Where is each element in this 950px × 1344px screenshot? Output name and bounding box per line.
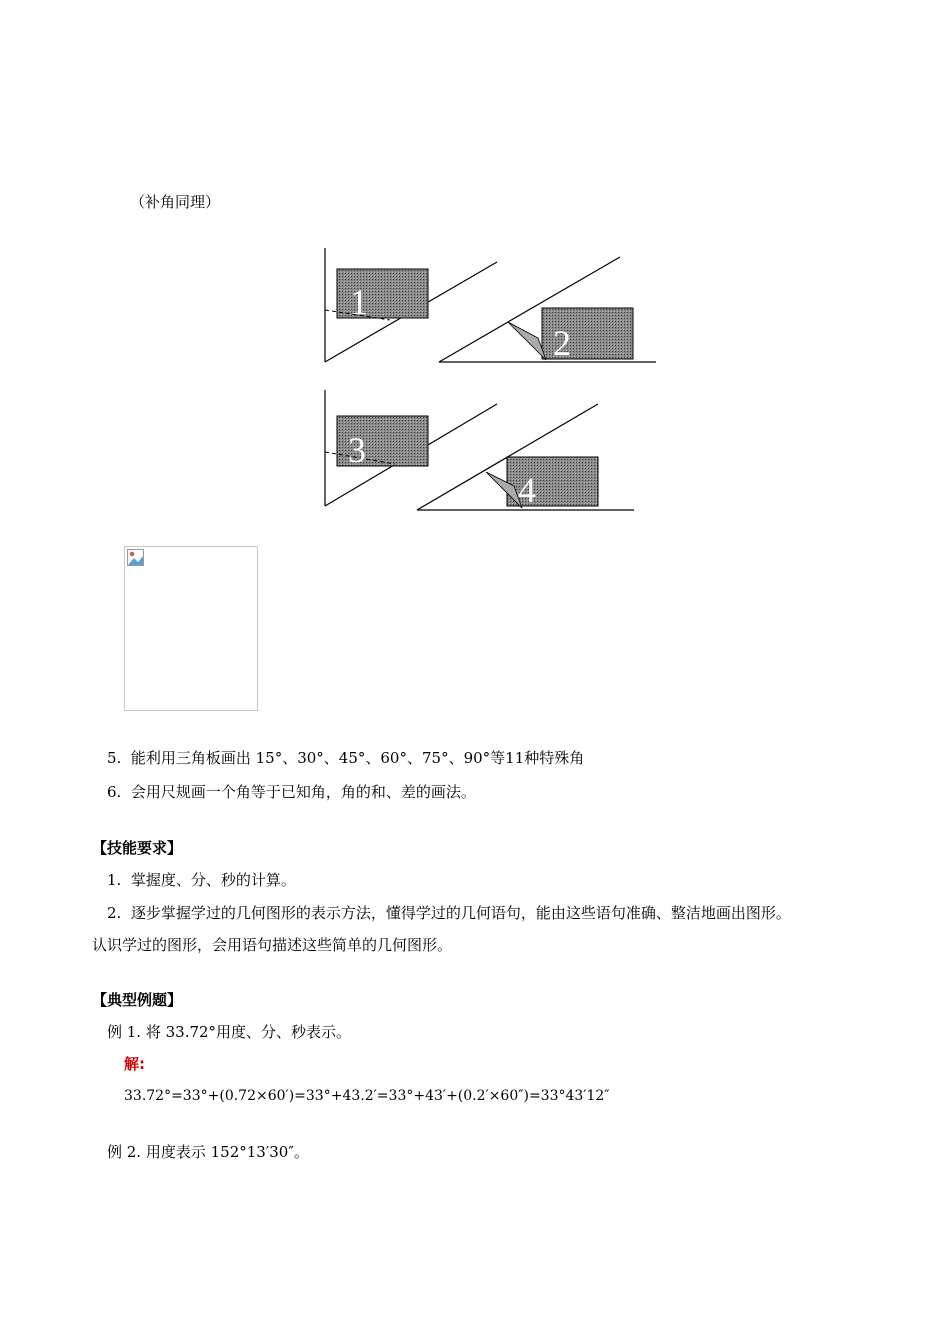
example-1-solution: 33.72°=33°+(0.72×60′)=33°+43.2′=33°+43′+(0.2′×60″)=33°43′12″ bbox=[124, 1088, 610, 1104]
skills-item-1: 1. 掌握度、分、秒的计算。 bbox=[107, 871, 296, 889]
broken-image-icon bbox=[127, 549, 144, 566]
broken-image-placeholder bbox=[124, 546, 258, 711]
example-2: 例 2. 用度表示 152°13′30″。 bbox=[107, 1143, 309, 1161]
examples-heading: 【典型例题】 bbox=[92, 991, 183, 1009]
skills-item-2: 2. 逐步掌握学过的几何图形的表示方法，懂得学过的几何语句，能由这些语句准确、整洁地画出图形。 bbox=[107, 904, 791, 922]
list-item-6: 6. 会用尺规画一个角等于已知角，角的和、差的画法。 bbox=[107, 783, 476, 801]
figure-1 bbox=[325, 248, 497, 362]
example-1: 例 1. 将 33.72°用度、分、秒表示。 bbox=[107, 1023, 352, 1041]
note-text: （补角同理） bbox=[130, 193, 221, 211]
figure-4 bbox=[417, 404, 634, 510]
skills-heading: 【技能要求】 bbox=[92, 839, 183, 857]
figure-label-4: 4 bbox=[518, 470, 536, 510]
figure-label-2: 2 bbox=[553, 323, 571, 363]
list-item-5: 5. 能利用三角板画出 15°、30°、45°、60°、75°、90°等11种特殊角 bbox=[107, 749, 585, 767]
figure-2 bbox=[439, 257, 656, 363]
answer-label: 解: bbox=[124, 1055, 145, 1073]
protractor-angle-diagram bbox=[300, 240, 680, 520]
skills-item-2-continuation: 认识学过的图形，会用语句描述这些简单的几何图形。 bbox=[92, 936, 453, 954]
figure-label-3: 3 bbox=[348, 430, 366, 470]
figure-label-1: 1 bbox=[350, 282, 368, 322]
figure-3 bbox=[325, 390, 497, 506]
